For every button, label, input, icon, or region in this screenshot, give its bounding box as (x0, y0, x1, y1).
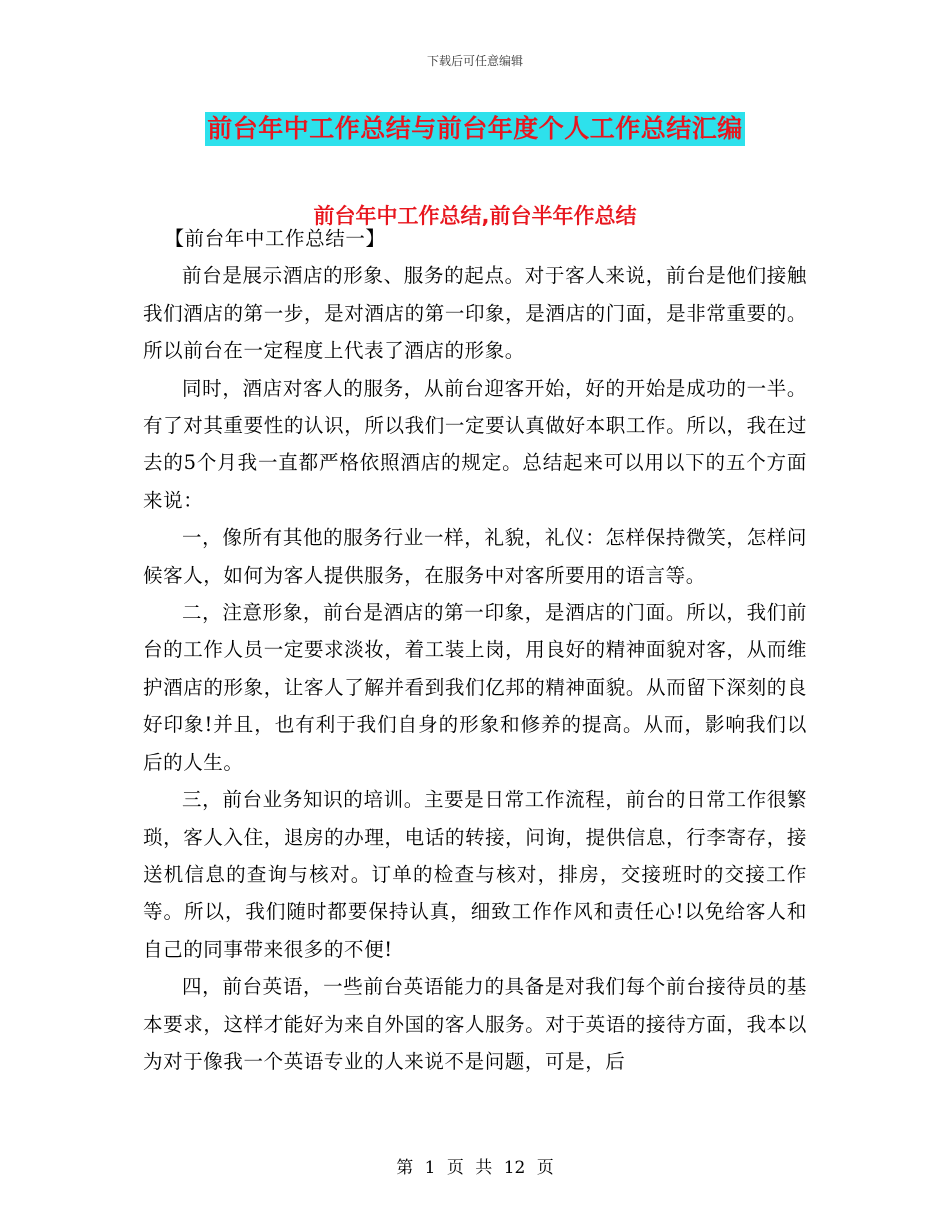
document-body (143, 220, 807, 1080)
section-subhead: 【前台年中工作总结一】 (164, 227, 386, 250)
body-paragraph: 前台是展示酒店的形象、服务的起点。对于客人来说，前台是他们接触我们酒店的第一步，是对酒店的第一印象，是酒店的门面，是非常重要的。所以前台在一定程度上代表了酒店的形象。 (143, 264, 807, 363)
header-note: 下载后可任意编辑 (426, 54, 523, 68)
section-title: 前台年中工作总结,前台半年作总结 (313, 204, 637, 228)
body-paragraph: 一，像所有其他的服务行业一样，礼貌，礼仪：怎样保持微笑，怎样问候客人，如何为客人提供服务，在服务中对客所要用的语言等。 (143, 526, 807, 587)
body-paragraph: 四，前台英语，一些前台英语能力的具备是对我们每个前台接待员的基本要求，这样才能好为来自外国的客人服务。对于英语的接待方面，我本以为对于像我一个英语专业的人来说不是问题，可是，后 (143, 975, 807, 1073)
body-paragraph: 同时，酒店对客人的服务，从前台迎客开始，好的开始是成功的一半。有了对其重要性的认识，所以我们一定要认真做好本职工作。所以，我在过去的5个月我一直都严格依照酒店的规定。总结起来可以用以下的五个方面来说： (143, 376, 807, 512)
document-title-container (0, 112, 950, 146)
document-title: 前台年中工作总结与前台年度个人工作总结汇编 (205, 112, 745, 146)
page-footer: 第 1 页 共 12 页 (396, 1158, 554, 1178)
body-paragraph: 二，注意形象，前台是酒店的第一印象，是酒店的门面。所以，我们前台的工作人员一定要求淡妆，着工装上岗，用良好的精神面貌对客，从而维护酒店的形象，让客人了解并看到我们亿邦的精神面貌。从而留下深刻的良好印象!并且，也有利于我们自身的形象和修养的提高。从而，影响我们以后的人生。 (143, 601, 807, 774)
body-paragraph: 三，前台业务知识的培训。主要是日常工作流程，前台的日常工作很繁琐，客人入住，退房的办理，电话的转接，问询，提供信息，行李寄存，接送机信息的查询与核对。订单的检查与核对，排房，交接班时的交接工作等。所以，我们随时都要保持认真，细致工作作风和责任心!以免给客人和自己的同事带来很多的不便! (143, 788, 807, 961)
